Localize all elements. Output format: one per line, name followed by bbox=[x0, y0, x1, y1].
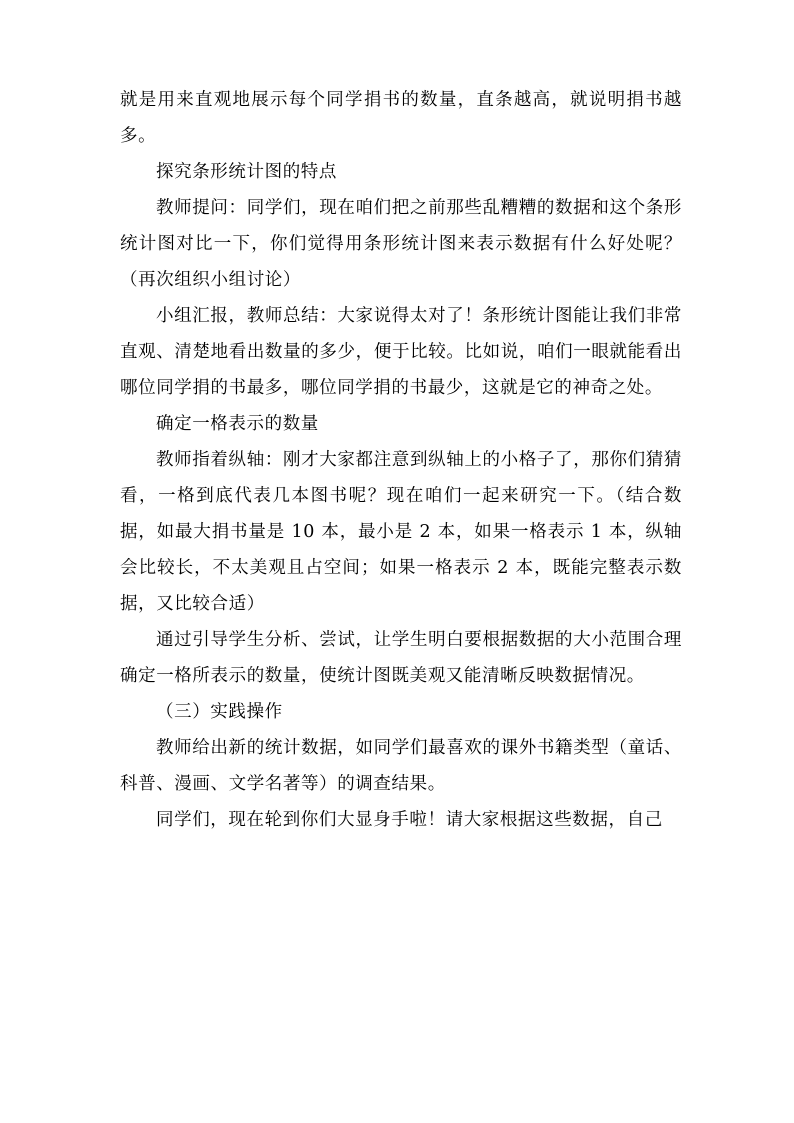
paragraph-continuation: 就是用来直观地展示每个同学捐书的数量，直条越高，就说明捐书越多。 bbox=[120, 90, 682, 146]
paragraph-student-task: 同学们，现在轮到你们大显身手啦！请大家根据这些数据，自己 bbox=[156, 810, 663, 830]
section-heading-practice: （三）实践操作 bbox=[156, 702, 283, 722]
section-heading-grid-value: 确定一格表示的数量 bbox=[156, 414, 319, 434]
section-heading-bar-chart-features: 探究条形统计图的特点 bbox=[156, 162, 337, 182]
paragraph-new-data: 教师给出新的统计数据，如同学们最喜欢的课外书籍类型（童话、科普、漫画、文学名著等）的调查结果。 bbox=[120, 738, 682, 794]
paragraph-group-report: 小组汇报，教师总结：大家说得太对了！条形统计图能让我们非常直观、清楚地看出数量的多少，便于比较。比如说，咱们一眼就能看出哪位同学捐的书最多，哪位同学捐的书最少，这就是它的神奇之处。 bbox=[120, 306, 682, 398]
paragraph-guidance: 通过引导学生分析、尝试，让学生明白要根据数据的大小范围合理确定一格所表示的数量，使统计图既美观又能清晰反映数据情况。 bbox=[120, 630, 682, 686]
document-body bbox=[120, 82, 682, 838]
paragraph-teacher-question: 教师提问：同学们，现在咱们把之前那些乱糟糟的数据和这个条形统计图对比一下，你们觉得用条形统计图来表示数据有什么好处呢？（再次组织小组讨论） bbox=[120, 198, 682, 290]
paragraph-vertical-axis: 教师指着纵轴：刚才大家都注意到纵轴上的小格子了，那你们猜猜看，一格到底代表几本图书呢？现在咱们一起来研究一下。（结合数据，如最大捐书量是 10 本，最小是 2 本，如果一格表示 1 本，纵轴会比较长，不太美观且占空间；如果一格表示 2 本，既能完整表示数据，又比较合适） bbox=[120, 450, 682, 614]
